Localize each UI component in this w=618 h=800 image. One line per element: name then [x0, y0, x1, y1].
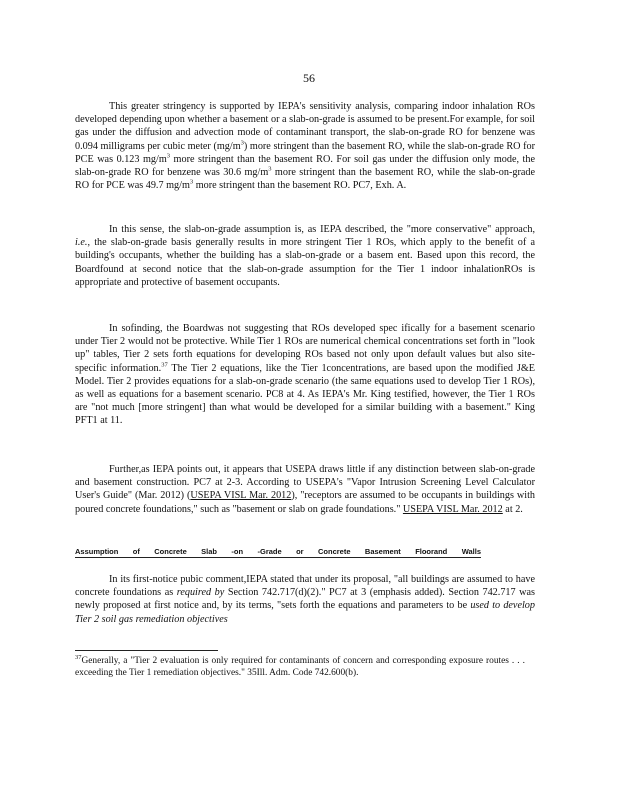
footnote-37: $^{37}$Generally, a "Tier 2 evaluation is only required for contaminants of concern and corresponding exposure routes . . . exceeding the Tier 1 remediation objectives." 35Ill. Adm. Code 742.600(b). — [75, 653, 525, 679]
paragraph-usepa-visl: Further,as IEPA points out, it appears that USEPA draws little if any distinction between slab-on-grade and basement construction. PC7 at 2-3. According to USEPA's "Vapor Intrusion Screening Level Calculator User's Guide" (Mar. 2012) (USEPA VISL Mar. 2012), "receptors are assumed to be occupants in buildings with poured concrete foundations," such as "basement or slab on grade foundations." USEPA VISL Mar. 2012 at 2. — [75, 464, 535, 515]
section-heading: Assumption of Concrete Slab -on -Grade or Concrete Basement Floorand Walls — [75, 547, 481, 556]
page-number: 56 — [303, 71, 315, 85]
footnote-separator — [75, 650, 218, 651]
paragraph-first-notice-comment: In its first-notice pubic comment,IEPA stated that under its proposal, "all buildings are assumed to have concrete foundations as required by Section 742.717(d)(2)." PC7 at 3 (emphasis added). Section 742.717 was newly proposed at first notice and, by its terms, "sets forth the equations and parameters to be used to develop Tier 2 soil gas remediation objectives — [75, 574, 536, 625]
paragraph-tier-2-equations: In sofinding, the Boardwas not suggesting that ROs developed spec ifically for a basement scenario under Tier 2 would not be protective. While Tier 1 ROs are numerical chemical concentrations set forth in "look up" tables, Tier 2 sets forth equations for developing ROs based not only upon default values but also site-specific information.$^{37}$ The Tier 2 equations, like the Tier 1concentrations, are based upon the modified J&E Model. Tier 2 provides equations for a slab-on-grade scenario (the same equations used to develop Tier 1 ROs), as well as equations for a basement scenario. PC8 at 4. As IEPA's Mr. King testified, however, the Tier 1 ROs are "not much [more stringent] than what would be developed for a similar building with a basement." King PFT1 at 11. — [75, 323, 535, 427]
paragraph-sensitivity-analysis: This greater stringency is supported by IEPA's sensitivity analysis, comparing indoor inhalation ROs developed depending upon whether a basement or a slab-on-grade is assumed to be present.For example, for soil gas under the diffusion and advection mode of contaminant transport, the slab-on-grade RO for benzene was 0.094 milligrams per cubic meter $(mg/m^3)$ more stringent than the basement RO, while the slab-on-grade RO for PCE was 0.123 $mg/m^3$ more stringent than the basement RO. For soil gas under the diffusion only mode, the slab-on-grade RO for benzene was 30.6 $mg/m^3$ more stringent than the basement RO, while the slab-on-grade RO for PCE was 49.7 $mg/m^3$ more stringent than the basement RO. PC7, Exh. A. — [75, 101, 535, 192]
paragraph-more-conservative: In this sense, the slab-on-grade assumption is, as IEPA described, the "more conservative" approach, i.e., the slab-on-grade basis generally results in more stringent Tier 1 ROs, which apply to the benefit of a building's occupants, whether the building has a slab-on-grade or a basem ent. Based upon this record, the Boardfound at second notice that the slab-on-grade assumption for the Tier 1 indoor inhalationROs is appropriate and protective of basement occupants. — [75, 224, 535, 288]
footnote-reference: 37 — [161, 361, 168, 369]
